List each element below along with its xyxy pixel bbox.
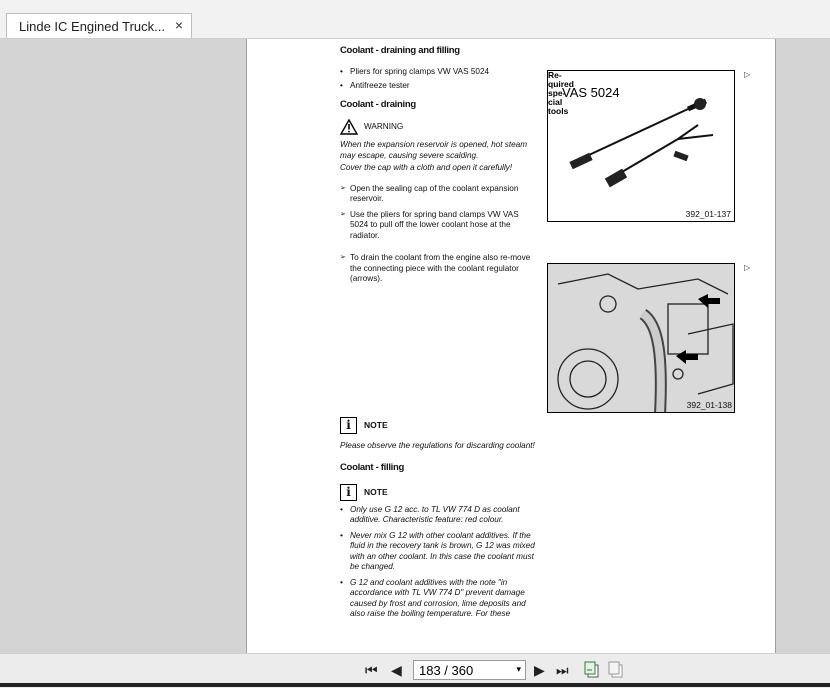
note-text: Please observe the regulations for discarding coolant! bbox=[340, 440, 535, 450]
rotate-view-button[interactable] bbox=[583, 661, 601, 682]
document-page bbox=[246, 39, 776, 653]
close-icon[interactable]: × bbox=[174, 17, 183, 33]
draining-title: Coolant - draining bbox=[340, 98, 416, 110]
steps-list bbox=[340, 184, 535, 285]
tools-list bbox=[340, 67, 535, 92]
tab-title: Linde IC Engined Truck... bbox=[19, 19, 165, 34]
document-tab[interactable] bbox=[6, 13, 192, 38]
page-marker: ▷ bbox=[744, 70, 751, 79]
bottom-strip bbox=[0, 683, 830, 687]
filling-item: • G 12 and coolant additives with the note "in accordance with TL VW 774 D" prevent damage caused by frost and corrosion, lime deposits and also raise the boiling temperature. For these bbox=[340, 578, 535, 620]
figure-special-tools bbox=[547, 70, 735, 222]
engine-illustration bbox=[548, 264, 735, 413]
page-marker: ▷ bbox=[744, 263, 751, 272]
filling-note-header bbox=[340, 484, 535, 501]
page-fit-icon bbox=[607, 661, 625, 679]
filling-note-label: NOTE bbox=[364, 486, 388, 497]
text-column bbox=[340, 39, 535, 620]
step-item: ➢ Use the pliers for spring band clamps VW VAS 5024 to pull off the lower coolant hose at the radiator. bbox=[340, 210, 535, 242]
pliers-illustration bbox=[548, 71, 735, 222]
figure-engine bbox=[547, 263, 735, 413]
note-label: NOTE bbox=[364, 419, 388, 430]
info-icon: i bbox=[340, 417, 357, 434]
warning-text-2: Cover the cap with a cloth and open it carefully! bbox=[340, 163, 513, 172]
info-icon: i bbox=[340, 484, 357, 501]
warning-text: When the expansion reservoir is opened, hot steam may escape, causing severe scalding. bbox=[340, 140, 528, 160]
page-selector[interactable] bbox=[413, 660, 526, 680]
section-title: Coolant - draining and filling bbox=[340, 45, 460, 56]
previous-page-button[interactable]: ◀ bbox=[391, 662, 402, 678]
tools-caption: Re-quired spe-cial tools bbox=[548, 70, 574, 116]
tab-bar bbox=[0, 0, 830, 39]
vas-label: VAS 5024 bbox=[562, 85, 620, 100]
filling-title: Coolant - filling bbox=[340, 462, 405, 473]
chevron-down-icon: ▾ bbox=[516, 664, 521, 674]
figure-ref: 392_01-138 bbox=[686, 400, 732, 410]
step-item: ➢ To drain the coolant from the engine also re-move the connecting piece with the coolant regulator (arrows). bbox=[340, 253, 535, 285]
last-page-button[interactable]: ⏭ bbox=[556, 662, 569, 678]
warning-label: WARNING bbox=[364, 121, 404, 131]
fit-page-button[interactable] bbox=[607, 661, 625, 682]
filling-item: • Only use G 12 acc. to TL VW 774 D as coolant additive. Characteristic feature: red colour. bbox=[340, 505, 535, 526]
page-view-icon bbox=[583, 661, 601, 679]
warning-header bbox=[340, 119, 535, 135]
filling-list bbox=[340, 505, 535, 620]
step-item: ➢ Open the sealing cap of the coolant expansion reservoir. bbox=[340, 184, 535, 205]
figure-ref: 392_01-137 bbox=[685, 209, 731, 219]
next-page-button[interactable]: ▶ bbox=[534, 662, 545, 678]
warning-icon bbox=[340, 119, 358, 135]
first-page-button[interactable]: ⏮ bbox=[365, 662, 378, 678]
page-display: 183 / 360 bbox=[419, 663, 474, 678]
note-header bbox=[340, 417, 535, 434]
document-viewer[interactable] bbox=[0, 39, 830, 653]
filling-item: • Never mix G 12 with other coolant additives. If the fluid in the recovery tank is brown, G 12 was mixed with an other coolant. In this case the coolant must be changed. bbox=[340, 531, 535, 573]
tool-item: • Antifreeze tester bbox=[340, 81, 535, 92]
tool-item: • Pliers for spring clamps VW VAS 5024 bbox=[340, 67, 535, 78]
